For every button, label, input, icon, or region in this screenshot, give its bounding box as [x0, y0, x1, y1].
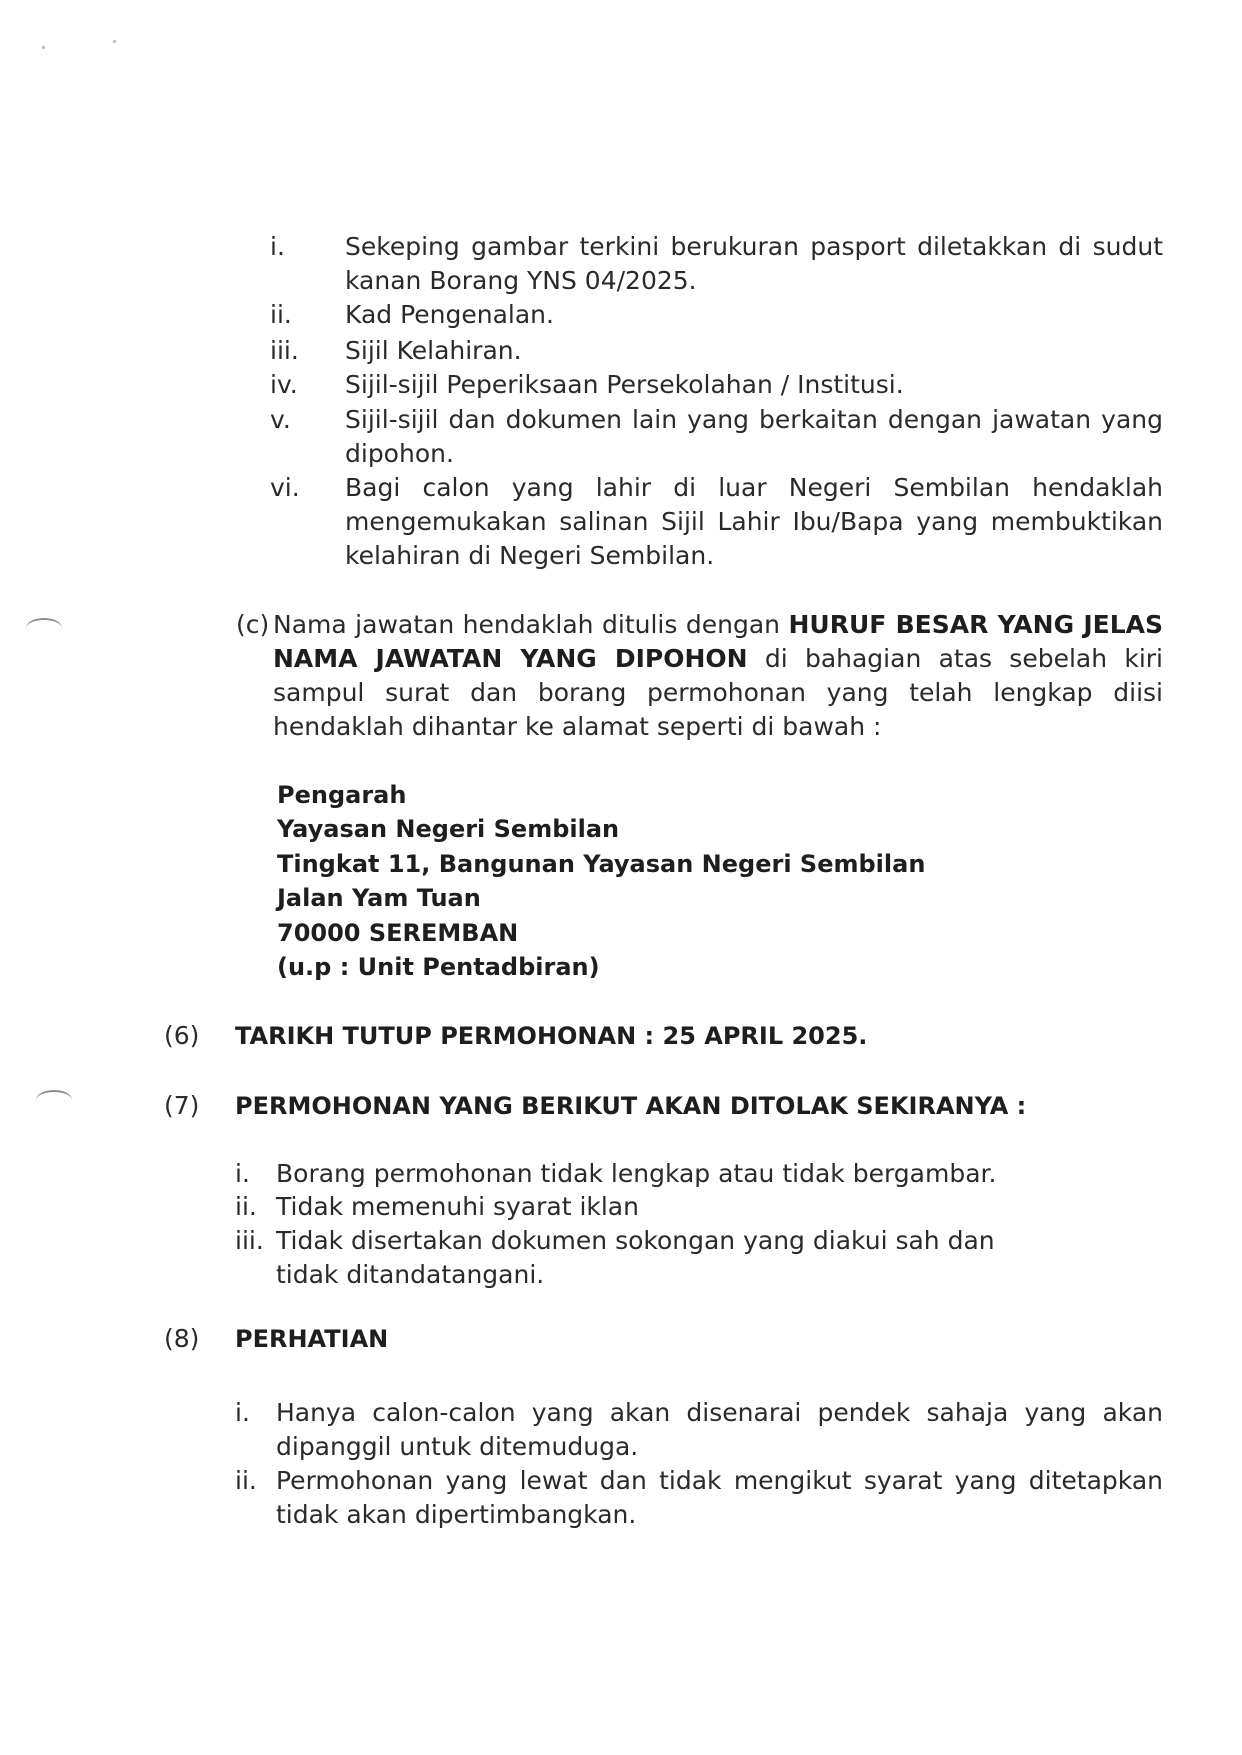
- list-item-text: Bagi calon yang lahir di luar Negeri Sembilan hendaklah mengemukakan salinan Sijil Lahir Ibu/Bapa yang membuktikan kelahiran di Negeri Sembilan.: [345, 473, 1163, 570]
- scan-speck: [42, 46, 45, 49]
- address-line: Jalan Yam Tuan: [277, 884, 481, 912]
- paragraph-text-start: Nama jawatan hendaklah ditulis dengan: [273, 610, 789, 639]
- punch-hole-mark: [26, 618, 62, 638]
- list-number: i.: [235, 1398, 250, 1427]
- section-heading: PERHATIAN: [235, 1325, 389, 1353]
- section-number: (6): [164, 1021, 200, 1050]
- list-item-text: Tidak disertakan dokumen sokongan yang diakui sah dan tidak ditandatangani.: [276, 1226, 995, 1289]
- list-item-text: Permohonan yang lewat dan tidak mengikut syarat yang ditetapkan tidak akan dipertimbangkan.: [276, 1466, 1163, 1529]
- punch-hole-mark: [36, 1090, 72, 1110]
- list-item-text: Sijil-sijil dan dokumen lain yang berkaitan dengan jawatan yang dipohon.: [345, 405, 1163, 468]
- list-number: i.: [270, 232, 285, 261]
- list-item-text: Kad Pengenalan.: [345, 300, 554, 329]
- list-number: ii.: [235, 1192, 257, 1221]
- section-heading: PERMOHONAN YANG BERIKUT AKAN DITOLAK SEKIRANYA :: [235, 1092, 1027, 1120]
- list-number: iv.: [270, 370, 298, 399]
- address-line: Yayasan Negeri Sembilan: [277, 815, 620, 843]
- address-line: Pengarah: [277, 781, 407, 809]
- paragraph-text: [273, 608, 1163, 744]
- address-line: (u.p : Unit Pentadbiran): [277, 953, 600, 981]
- list-number: ii.: [235, 1466, 257, 1495]
- list-item-text: Borang permohonan tidak lengkap atau tidak bergambar.: [276, 1159, 997, 1188]
- list-number: i.: [235, 1159, 250, 1188]
- paragraph-bold-text: HURUF BESAR YANG JELAS NAMA JAWATAN YANG DIPOHON: [273, 610, 1163, 673]
- section-heading: TARIKH TUTUP PERMOHONAN : 25 APRIL 2025.: [235, 1022, 868, 1050]
- paragraph-label: (c): [236, 610, 270, 639]
- paragraph-text-end: di bahagian atas sebelah kiri sampul surat dan borang permohonan yang telah lengkap diisi hendaklah dihantar ke alamat seperti di bawah :: [273, 644, 1163, 741]
- address-line: Tingkat 11, Bangunan Yayasan Negeri Sembilan: [277, 850, 926, 878]
- list-item-text: Hanya calon-calon yang akan disenarai pendek sahaja yang akan dipanggil untuk ditemuduga.: [276, 1398, 1163, 1461]
- section-number: (8): [164, 1324, 200, 1353]
- list-number: ii.: [270, 300, 292, 329]
- scan-speck: [113, 40, 116, 43]
- list-number: v.: [270, 405, 291, 434]
- list-item-text: Sekeping gambar terkini berukuran pasport diletakkan di sudut kanan Borang YNS 04/2025.: [345, 232, 1163, 295]
- list-item-text: Tidak memenuhi syarat iklan: [276, 1192, 639, 1221]
- list-number: vi.: [270, 473, 300, 502]
- list-item-text: Sijil-sijil Peperiksaan Persekolahan / Institusi.: [345, 370, 904, 399]
- list-item-text: Sijil Kelahiran.: [345, 336, 522, 365]
- address-line: 70000 SEREMBAN: [277, 919, 519, 947]
- list-number: iii.: [235, 1226, 264, 1255]
- section-number: (7): [164, 1091, 200, 1120]
- list-number: iii.: [270, 336, 299, 365]
